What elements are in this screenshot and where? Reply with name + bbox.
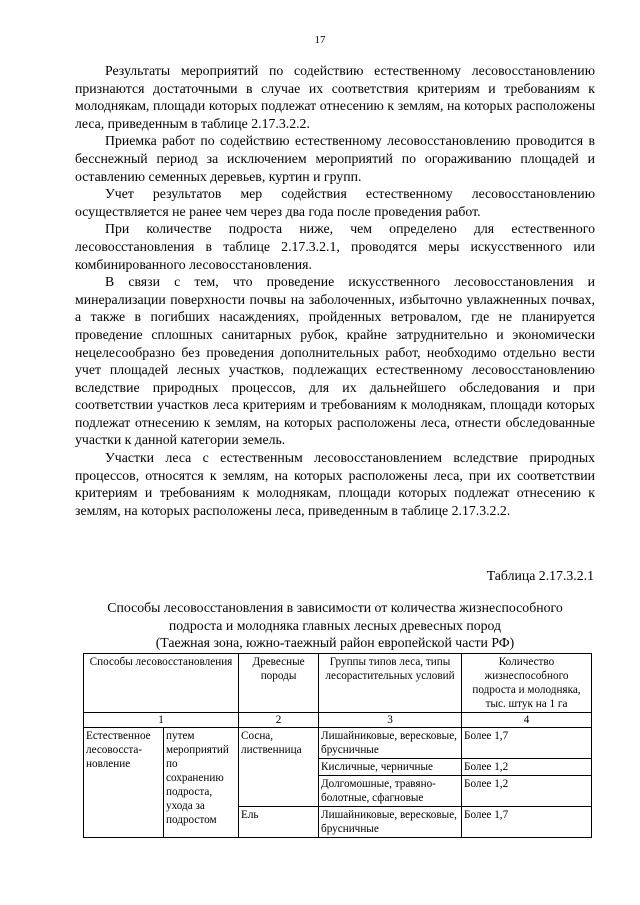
table-title-line: Способы лесовосстановления в зависимости от количества жизнеспособного bbox=[107, 600, 563, 615]
paragraph: Участки леса с естественным лесовосстановлением вследствие природных процессов, относятся к землям, на которых расположены леса, при их соответствии критериям и требованиям к молоднякам, площади которых подлежат отнесению к землям, на которых расположены леса, приведенным в таблице 2.17.3.2.2. bbox=[75, 450, 595, 518]
column-number: 2 bbox=[239, 713, 319, 728]
table-title bbox=[75, 599, 595, 652]
paragraph: При количестве подроста ниже, чем определено для естественного лесовосстановления в таблице 2.17.3.2.1, проводятся меры искусственного или комбинированного лесовосстановления. bbox=[75, 221, 595, 272]
quantity-cell: Более 1,2 bbox=[462, 776, 592, 807]
column-numbers-row bbox=[84, 713, 592, 728]
paragraph: Результаты мероприятий по содействию естественному лесовосстановлению признаются достаточными в случае их соответствия критериям и требованиям к молоднякам, площади которых подлежат отнесению к землям, на которых расположены леса, приведенным в таблице 2.17.3.2.2. bbox=[75, 63, 595, 131]
table-caption: Таблица 2.17.3.2.1 bbox=[486, 568, 594, 583]
table-row bbox=[84, 728, 592, 759]
paragraph: Приемка работ по содействию естественному лесовосстановлению проводится в бесснежный период за исключением мероприятий по огораживанию площадей и оставлению семенных деревьев, куртин и групп. bbox=[75, 133, 595, 184]
paragraph: Учет результатов мер содействия естественному лесовосстановлению осуществляется не ранее чем через два года после проведения работ. bbox=[75, 186, 595, 219]
column-number: 3 bbox=[319, 713, 462, 728]
table-title-line: (Таежная зона, южно-таежный район европейской части РФ) bbox=[155, 635, 515, 650]
table-header-row bbox=[84, 654, 592, 713]
header-forest-types: Группы типов леса, типы лесорастительных условий bbox=[319, 654, 462, 713]
header-species: Древесные породы bbox=[239, 654, 319, 713]
table-title-line: подроста и молодняка главных лесных древесных пород bbox=[168, 617, 502, 633]
body-text bbox=[75, 62, 595, 519]
header-quantity: Количество жизнеспособного подроста и молодняка, тыс. штук на 1 га bbox=[462, 654, 592, 713]
header-methods: Способы лесовосстановления bbox=[84, 654, 239, 713]
forest-type-cell: Лишайниковые, вересковые, брусничные bbox=[319, 807, 462, 838]
quantity-cell: Более 1,7 bbox=[462, 728, 592, 759]
method-detail-cell: путем мероприятий по сохранению подроста, ухода за подростом bbox=[164, 728, 239, 838]
page-number: 17 bbox=[314, 34, 326, 46]
forest-type-cell: Лишайниковые, вересковые, брусничные bbox=[319, 728, 462, 759]
forest-type-cell: Кисличные, черничные bbox=[319, 759, 462, 776]
species-cell: Ель bbox=[239, 807, 319, 838]
column-number: 1 bbox=[84, 713, 239, 728]
reforestation-table bbox=[83, 653, 592, 838]
forest-type-cell: Долгомошные, травяно-болотные, сфагновые bbox=[319, 776, 462, 807]
column-number: 4 bbox=[462, 713, 592, 728]
method-cell: Естественное лесовосста-новление bbox=[84, 728, 164, 838]
quantity-cell: Более 1,7 bbox=[462, 807, 592, 838]
quantity-cell: Более 1,2 bbox=[462, 759, 592, 776]
species-cell: Сосна, лиственница bbox=[239, 728, 319, 807]
paragraph: В связи с тем, что проведение искусственного лесовосстановления и минерализации поверхности почвы на заболоченных, избыточно увлажненных почвах, а также в погибших насаждениях, пройденных ветровалом, где не планируется проведение сплошных санитарных рубок, крайне затруднительно и экономически нецелесообразно без проведения дополнительных работ, необходимо отдельно вести учет площадей лесных участков, подлежащих естественному лесовосстановлению вследствие природных процессов, для их дальнейшего обследования и при соответствии участков леса критериям и требованиям к молоднякам, площади которых подлежат отнесению к землям, на которых расположены леса, отнести обследованные участки к данной категории земель. bbox=[75, 274, 595, 448]
